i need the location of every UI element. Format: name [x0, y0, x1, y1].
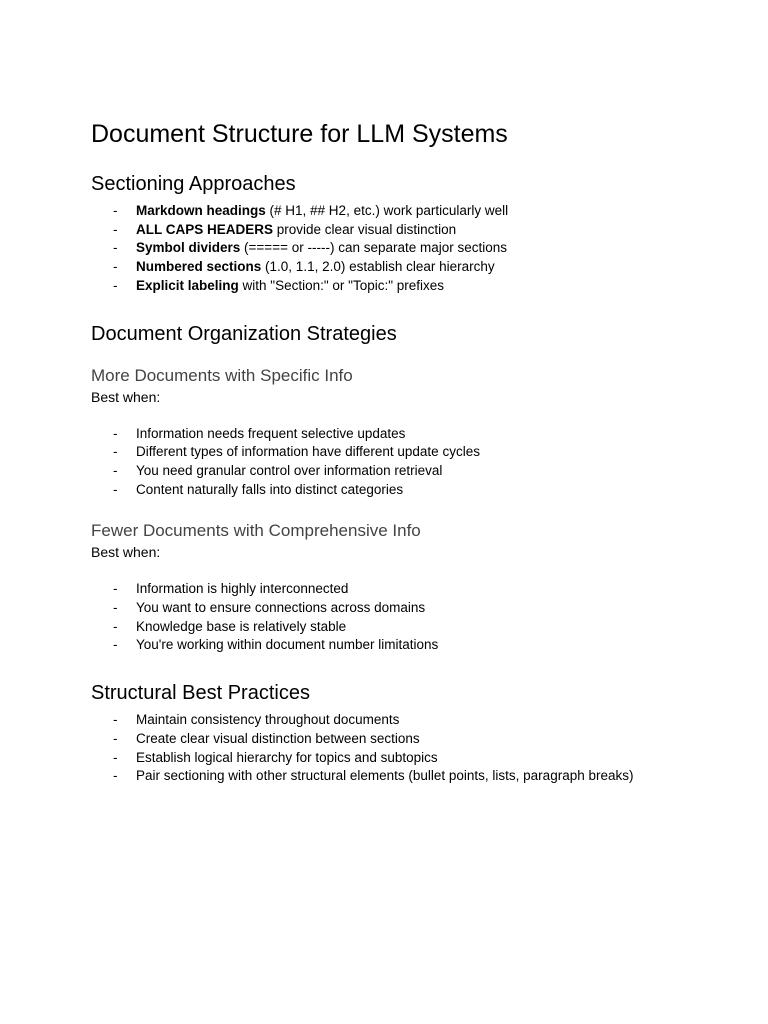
section-heading-sectioning: Sectioning Approaches: [91, 173, 296, 195]
item-text: provide clear visual distinction: [273, 221, 457, 237]
document-content: [91, 116, 731, 786]
dash-bullet: -: [113, 221, 118, 237]
list-item: [91, 599, 731, 618]
sectioning-list: [91, 202, 731, 296]
item-text: (1.0, 1.1, 2.0) establish clear hierarchy: [261, 259, 495, 275]
best-when-label: Best when:: [91, 544, 161, 561]
item-text: Information is highly interconnected: [136, 581, 349, 597]
fewer-documents-list: [91, 580, 731, 655]
subsection-heading-fewer-documents: Fewer Documents with Comprehensive Info: [91, 521, 421, 541]
item-text: Create clear visual distinction between sections: [136, 730, 420, 746]
item-text: Pair sectioning with other structural elements (bullet points, lists, paragraph breaks): [136, 768, 634, 784]
item-text: Establish logical hierarchy for topics and subtopics: [136, 749, 438, 765]
list-item: [91, 277, 731, 296]
dash-bullet: -: [113, 749, 118, 765]
item-bold-term: Numbered sections: [136, 259, 262, 275]
item-text: Content naturally falls into distinct categories: [136, 481, 404, 497]
list-item: [91, 258, 731, 277]
item-bold-term: ALL CAPS HEADERS: [136, 221, 274, 237]
dash-bullet: -: [113, 277, 118, 293]
list-item: [91, 239, 731, 258]
list-item: [91, 711, 731, 730]
item-text: You want to ensure connections across domains: [136, 600, 426, 616]
item-text: Information needs frequent selective updates: [136, 425, 406, 441]
list-item: [91, 221, 731, 240]
dash-bullet: -: [113, 581, 118, 597]
document-title: Document Structure for LLM Systems: [91, 120, 508, 148]
list-item: [91, 202, 731, 221]
subsection-heading-more-documents: More Documents with Specific Info: [91, 365, 353, 385]
dash-bullet: -: [113, 462, 118, 478]
dash-bullet: -: [113, 240, 118, 256]
item-text: (# H1, ## H2, etc.) work particularly well: [265, 203, 509, 218]
dash-bullet: -: [113, 618, 118, 634]
list-item: [91, 618, 731, 637]
dash-bullet: -: [113, 712, 118, 728]
item-text: You're working within document number limitations: [136, 637, 439, 653]
list-item: [91, 462, 731, 481]
item-bold-term: Explicit labeling: [136, 277, 239, 293]
dash-bullet: -: [113, 768, 118, 784]
best-when-label: Best when:: [91, 388, 161, 405]
list-item: [91, 425, 731, 444]
dash-bullet: -: [113, 730, 118, 746]
list-item: [91, 767, 731, 786]
dash-bullet: -: [113, 444, 118, 460]
dash-bullet: -: [113, 481, 118, 497]
dash-bullet: -: [113, 259, 118, 275]
dash-bullet: -: [113, 203, 118, 218]
list-item: [91, 580, 731, 599]
dash-bullet: -: [113, 600, 118, 616]
item-text: with "Section:" or "Topic:" prefixes: [238, 277, 445, 293]
dash-bullet: -: [113, 425, 118, 441]
dash-bullet: -: [113, 637, 118, 653]
more-documents-list: [91, 425, 731, 500]
item-text: You need granular control over information retrieval: [136, 462, 443, 478]
best-practices-list: [91, 711, 731, 786]
list-item: [91, 749, 731, 768]
list-item: [91, 481, 731, 500]
item-bold-term: Markdown headings: [136, 203, 266, 218]
list-item: [91, 730, 731, 749]
item-text: Maintain consistency throughout documents: [136, 712, 400, 728]
item-bold-term: Symbol dividers: [136, 240, 241, 256]
list-item: [91, 636, 731, 655]
item-text: (===== or -----) can separate major sections: [240, 240, 508, 256]
section-heading-best-practices: Structural Best Practices: [91, 682, 310, 705]
item-text: Knowledge base is relatively stable: [136, 618, 347, 634]
section-heading-organization: Document Organization Strategies: [91, 322, 397, 345]
item-text: Different types of information have different update cycles: [136, 444, 480, 460]
list-item: [91, 443, 731, 462]
